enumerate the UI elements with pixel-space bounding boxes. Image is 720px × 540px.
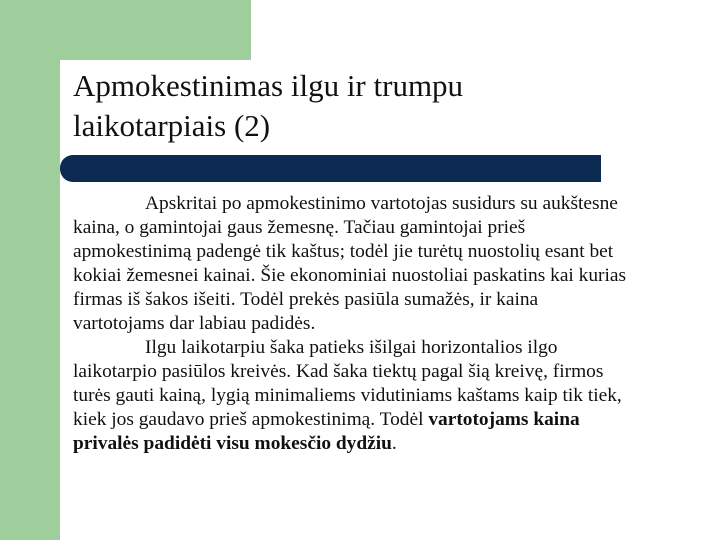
decorative-green-band-left bbox=[0, 0, 60, 540]
slide-body bbox=[73, 192, 713, 456]
decorative-green-band-top bbox=[60, 0, 251, 60]
paragraph-2-line: turės gauti kainą, lygią minimaliems vidutiniams kaštams kaip tik tiek, bbox=[73, 385, 622, 406]
paragraph-1-line: Apskritai po apmokestinimo vartotojas susidurs su aukštesne bbox=[145, 193, 618, 214]
slide-title-line-2: laikotarpiais (2) bbox=[73, 108, 271, 143]
title-underline-bar bbox=[60, 155, 601, 182]
paragraph-1-line: firmas iš šakos išeiti. Todėl prekės pasiūla sumažės, ir kaina bbox=[73, 289, 539, 310]
paragraph-2-line: Ilgu laikotarpiu šaka patieks išilgai horizontalios ilgo bbox=[145, 337, 558, 358]
bold-phrase-consumers-price: vartotojams kaina bbox=[428, 409, 580, 430]
paragraph-2 bbox=[73, 336, 713, 456]
paragraph-2-line-text: kiek jos gaudavo prieš apmokestinimą. Todėl bbox=[73, 409, 429, 430]
paragraph-2-line-mixed bbox=[73, 408, 713, 432]
slide-title-line-1: Apmokestinimas ilgu ir trumpu bbox=[73, 68, 464, 103]
paragraph-2-final-line bbox=[73, 432, 713, 456]
slide-title bbox=[73, 66, 633, 146]
paragraph-2-period: . bbox=[391, 433, 397, 454]
bold-phrase-increase-by-tax: privalės padidėti visu mokesčio dydžiu bbox=[73, 433, 392, 454]
paragraph-1-line: kokiai žemesnei kainai. Šie ekonominiai nuostoliai paskatins kai kurias bbox=[73, 265, 627, 286]
paragraph-2-line: laikotarpio pasiūlos kreivės. Kad šaka tiektų pagal šią kreivę, firmos bbox=[73, 361, 604, 382]
paragraph-1-line: vartotojams dar labiau padidės. bbox=[73, 313, 316, 334]
paragraph-1-line: kaina, o gamintojai gaus žemesnę. Tačiau gamintojai prieš bbox=[73, 217, 526, 238]
paragraph-1-line: apmokestinimą padengė tik kaštus; todėl jie turėtų nuostolių esant bet bbox=[73, 241, 614, 262]
paragraph-1 bbox=[73, 192, 713, 336]
